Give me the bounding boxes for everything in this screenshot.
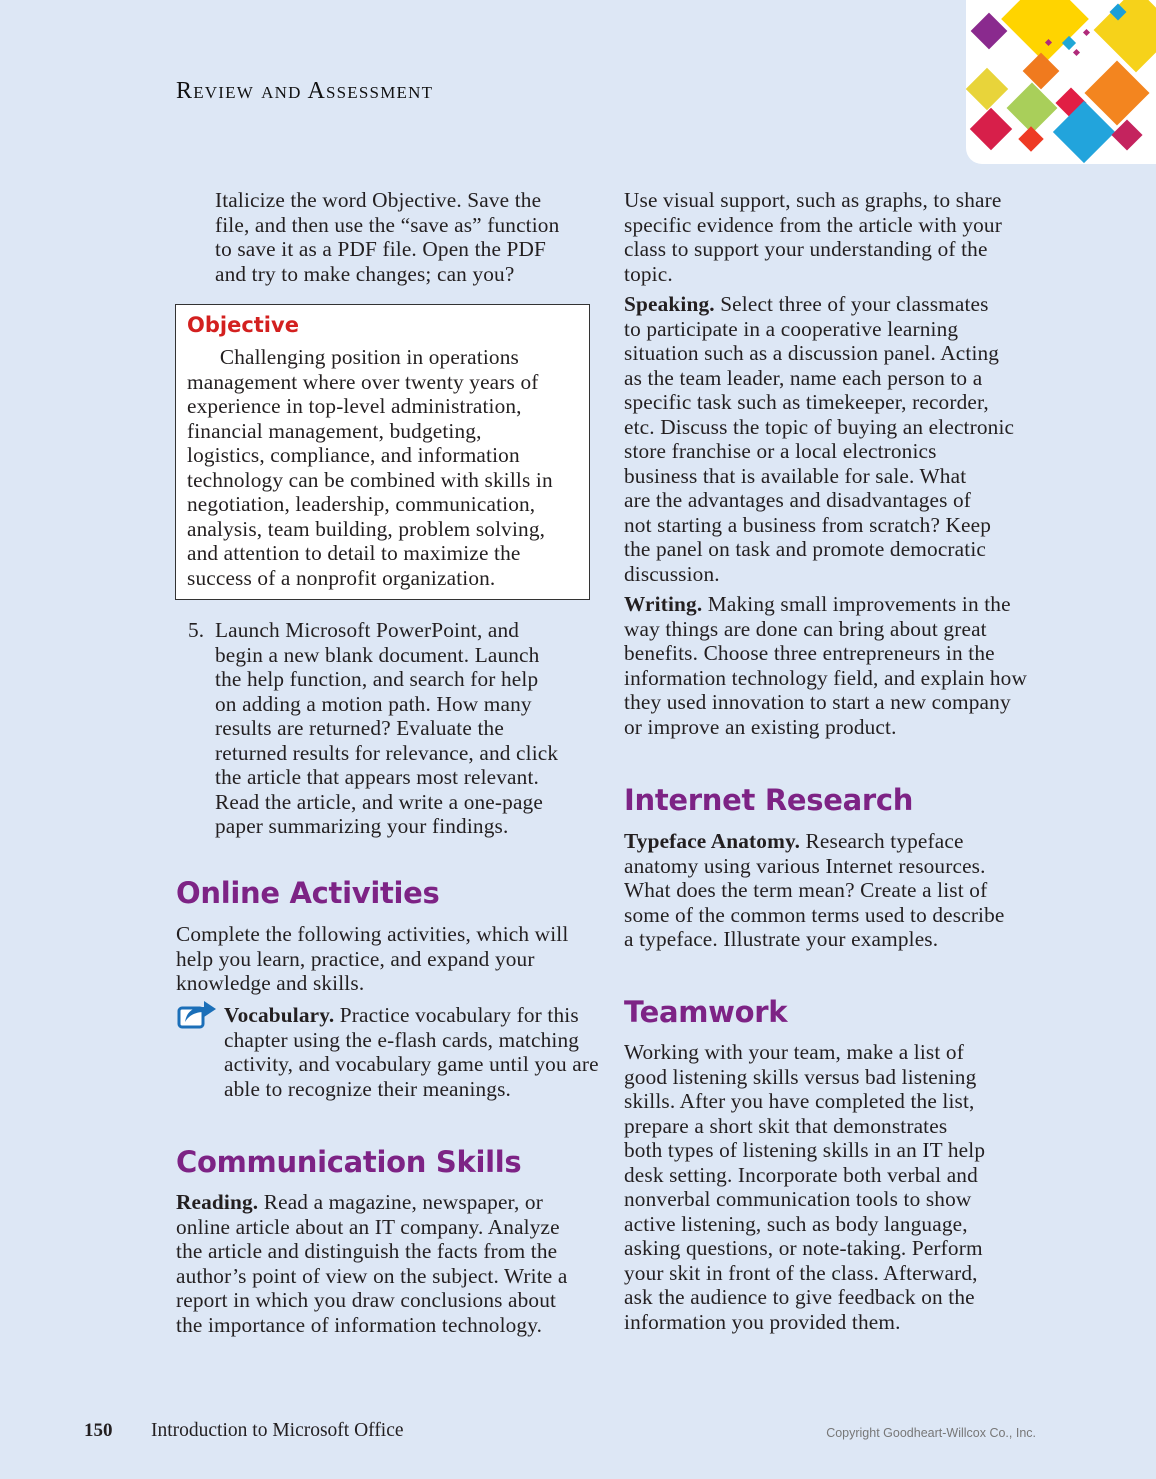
heading-teamwork: Teamwork xyxy=(624,995,788,1029)
online-intro: Complete the following activities, which will help you learn, practice, and expand your knowledge and skills. xyxy=(176,922,569,996)
objective-text: Challenging position in operations management where over twenty years of experience in top-level administration, financial management, budgeting, logistics, compliance, and information technology can be combined with skills in negotiation, leadership, communication, analysis, team building, problem solving, and attention to detail to maximize the success of a nonprofit organization. xyxy=(187,345,553,590)
vocabulary-lead: Vocabulary. xyxy=(224,1003,335,1027)
intro-paragraph: Italicize the word Objective. Save the file, and then use the “save as” function to save it as a PDF file. Open the PDF and try to make changes; can you? xyxy=(215,188,560,286)
item-5-text: Launch Microsoft PowerPoint, and begin a new blank document. Launch the help function, and search for help on adding a motion path. How many results are returned? Evaluate the returned results for relevance, and click the article that appears most relevant. Read the article, and write a one-page paper summarizing your findings. xyxy=(215,618,559,839)
item-number: 5. xyxy=(188,618,205,642)
speaking-paragraph xyxy=(624,292,1014,587)
teamwork-paragraph: Working with your team, make a list of good listening skills versus bad listening skills. After you have completed the list, prepare a short skit that demonstrates both types of listening skills in an IT help desk setting. Incorporate both verbal and nonverbal communication tools to show active listening, such as body language, asking questions, or note-taking. Perform your skit in front of the class. Afterward, ask the audience to give feedback on the information you provided them. xyxy=(624,1040,986,1335)
writing-text: Making small improvements in the way things are done can bring about great benefits. Choose three entrepreneurs in the information technology field, and explain how they used innovation to start a new company or improve an existing product. xyxy=(624,592,1028,739)
page-number: 150 xyxy=(84,1420,113,1441)
decorative-diamonds-graphic xyxy=(966,0,1156,164)
typeface-lead: Typeface Anatomy. xyxy=(624,829,801,853)
heading-communication-skills: Communication Skills xyxy=(176,1145,522,1179)
typeface-text: Research typeface anatomy using various Internet resources. What does the term mean? Create a list of some of the common terms used to describe a typeface. Illustrate your examples. xyxy=(624,829,1005,952)
reading-text: Read a magazine, newspaper, or online article about an IT company. Analyze the article and distinguish the facts from the author’s point of view on the subject. Write a report in which you draw conclusions about the importance of information technology. xyxy=(176,1190,568,1337)
book-title: Introduction to Microsoft Office xyxy=(151,1420,404,1441)
writing-lead: Writing. xyxy=(624,592,703,616)
copyright-notice: Copyright Goodheart-Willcox Co., Inc. xyxy=(826,1426,1036,1440)
section-header: Review and Assessment xyxy=(176,78,434,104)
continued-paragraph: Use visual support, such as graphs, to share specific evidence from the article with your class to support your understanding of the topic. xyxy=(624,188,1002,286)
vocabulary-text: Practice vocabulary for this chapter using the e-flash cards, matching activity, and vocabulary game until you are able to recognize their meanings. xyxy=(224,1003,599,1101)
reading-lead: Reading. xyxy=(176,1190,259,1214)
typeface-paragraph xyxy=(624,829,1005,952)
speaking-text: Select three of your classmates to participate in a cooperative learning situation such as a discussion panel. Acting as the team leader, name each person to a specific task such as timekeeper, recorder, etc. Discuss the topic of buying an electronic store franchise or a local electronics business that is available for sale. What are the advantages and disadvantages of not starting a business from scratch? Keep the panel on task and promote democratic discussion. xyxy=(624,292,1015,587)
heading-internet-research: Internet Research xyxy=(624,783,914,817)
writing-paragraph xyxy=(624,592,1027,739)
objective-example-box xyxy=(175,304,590,600)
objective-title: Objective xyxy=(187,313,299,337)
reading-paragraph xyxy=(176,1190,567,1337)
vocabulary-paragraph xyxy=(224,1003,599,1101)
heading-online-activities: Online Activities xyxy=(176,876,440,910)
share-arrow-icon[interactable] xyxy=(177,998,217,1030)
speaking-lead: Speaking. xyxy=(624,292,715,316)
